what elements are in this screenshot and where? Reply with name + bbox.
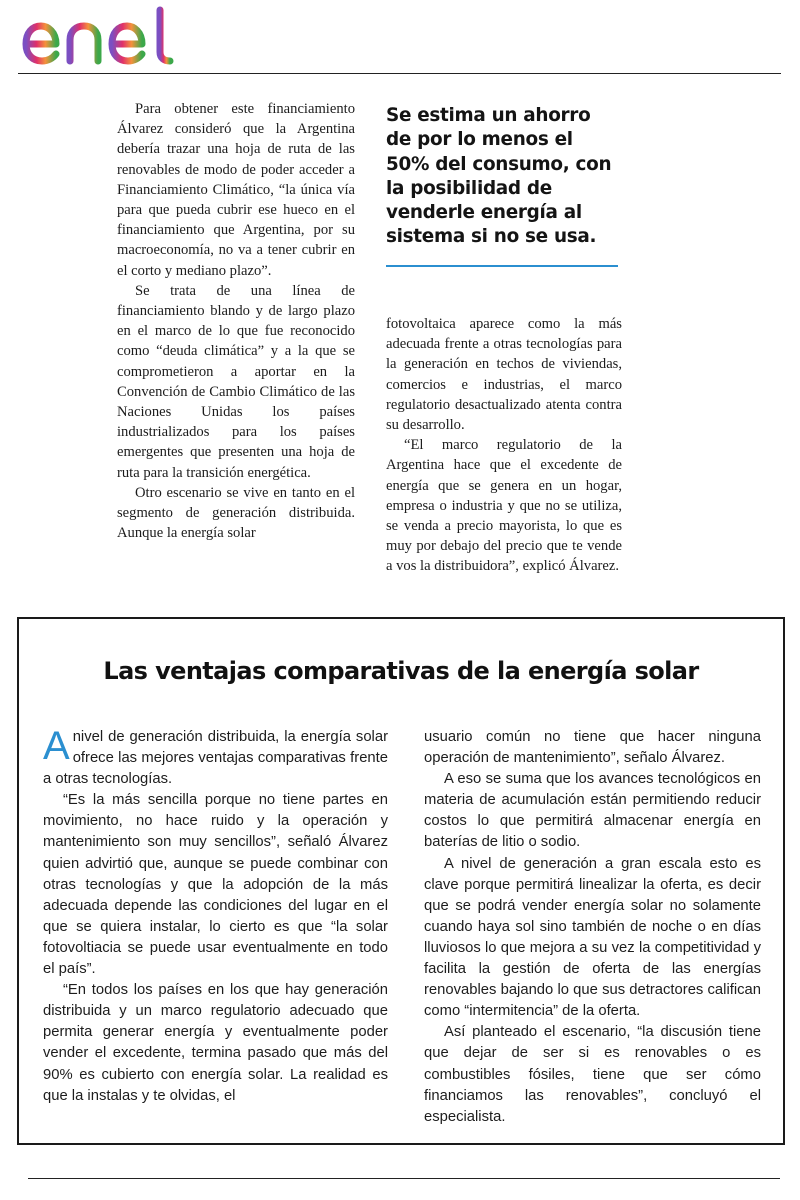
page-header bbox=[0, 0, 800, 76]
article-right-column bbox=[386, 314, 622, 577]
drop-cap: A bbox=[43, 724, 70, 768]
article-paragraph: “El marco regulatorio de la Argentina hace que el excedente de energía que se genera en un hogar, empresa o industria y que no se utiliza, se venda a precio mayorista, lo que es muy por debajo del precio que te vende a vos la distribuidora”, explicó Álvarez. bbox=[386, 437, 622, 575]
article-left-column bbox=[117, 99, 355, 543]
article-paragraph: Se trata de una línea de financiamiento blando y de largo plazo en el marco de lo que fue reconocido como “deuda climática” y a la que se comprometieron a aportar en la Convención de Cambio Climático de las Naciones Unidas los países industrializados para los países emergentes que presenten una hoja de ruta para la transición energética. bbox=[117, 282, 355, 481]
sidebar-left-column bbox=[43, 724, 388, 1107]
logo-text: enel bbox=[18, 4, 20, 5]
footer-divider bbox=[28, 1178, 780, 1179]
sidebar-paragraph: “Es la más sencilla porque no tiene partes en movimiento, no hace ruido y la operación y mantenimiento son muy sencillos”, señaló Álvarez quien advirtió que, aunque se puede combinar con otras tecnologías y que la adopción de la más adecuada depende las condiciones del lugar en el que se quiera instalar, lo cierto es que “la solar fotovoltiacia se puede usar eventualmente en todo el país”. bbox=[43, 792, 388, 978]
header-divider bbox=[18, 73, 781, 74]
sidebar-title: Las ventajas comparativas de la energía solar bbox=[103, 657, 699, 685]
sidebar-right-column bbox=[424, 727, 761, 1128]
sidebar-paragraph: usuario común no tiene que hacer ninguna operación de mantenimiento”, señalo Álvarez. bbox=[424, 729, 761, 767]
enel-logo bbox=[18, 4, 183, 66]
sidebar-paragraph: A eso se suma que los avances tecnológicos en materia de acumulación están permitiendo reducir costos lo que permitirá almacenar energía en baterías de litio o sodio. bbox=[424, 771, 761, 851]
sidebar-paragraph: A nivel de generación a gran escala esto es clave porque permitirá linealizar la oferta, es decir que se podrá vender energía solar no solamente cuando haya sol sino también de noche o en días lluviosos lo que mejora a su vez la competitividad y facilita la gestión de oferta de las energías renovables bajando lo que sus detractores califican como “intermitencia” de la oferta. bbox=[424, 855, 761, 1020]
article-paragraph: fotovoltaica aparece como la más adecuada frente a otras tecnologías para la generación en techos de viviendas, comercios e industrias, el marco regulatorio desactualizado atenta contra su desarrollo. bbox=[386, 316, 622, 434]
sidebar-box bbox=[17, 617, 785, 1145]
sidebar-paragraph: “En todos los países en los que hay generación distribuida y un marco regulatorio adecuado que permita generar energía y eventualmente poder vender el excedente, termina pasado que más del 90% es cubierto con energía solar. La realidad es que la instalas y te olvidas, el bbox=[43, 982, 388, 1104]
sidebar-paragraph bbox=[43, 724, 388, 790]
pull-quote: Se estima un ahorro de por lo menos el 50% del consumo, con la posibilidad de venderle energía al sistema si no se usa. bbox=[386, 105, 612, 248]
article-paragraph: Para obtener este financiamiento Álvarez consideró que la Argentina debería trazar una hoja de ruta de las renovables de modo de poder acceder a Financiamiento Climático, “la única vía para que pueda cubrir ese hueco en el financiamiento que Argentina, por su macroeconomía, no va a tener cubrir en el corto y mediano plazo”. bbox=[117, 101, 355, 279]
article-paragraph: Otro escenario se vive en tanto en el segmento de generación distribuida. Aunque la energía solar bbox=[117, 484, 355, 542]
sidebar-paragraph: Así planteado el escenario, “la discusión tiene que dejar de ser si es renovables o es combustibles fósiles, tiene que ser cómo financiamos las renovables”, concluyó el especialista. bbox=[424, 1024, 761, 1125]
sidebar-paragraph-text: nivel de generación distribuida, la energía solar ofrece las mejores ventajas comparativas frente a otras tecnologías. bbox=[43, 729, 388, 788]
pull-quote-rule bbox=[386, 265, 618, 267]
